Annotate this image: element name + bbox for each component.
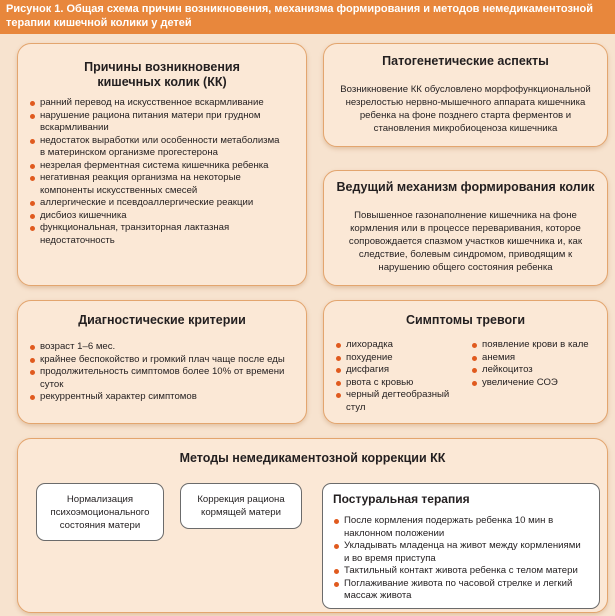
bullet-icon: [336, 393, 341, 398]
list-item-line: дисбиоз кишечника: [40, 209, 127, 221]
text-line: Коррекция рациона: [197, 494, 285, 505]
text-line: Возникновение КК обусловлено морфофункциональной: [340, 84, 591, 95]
text-line: нарушению общего состояния ребенка: [378, 262, 553, 273]
list-item: [331, 565, 593, 578]
list-item-line: появление крови в кале: [482, 339, 589, 350]
text-line: Повышенное газонаполнение кишечника на фоне: [354, 210, 577, 221]
text-line: состояния матери: [59, 519, 141, 531]
text-line: психоэмоционального: [50, 506, 150, 518]
list-item-line: дисфагия: [346, 364, 390, 375]
causes-title-line-1: Причины возникновения: [84, 60, 240, 74]
causes-title-line-2: кишечных колик (КК): [97, 75, 227, 89]
list-item: [469, 352, 601, 365]
list-item-line: незрелая ферментная система кишечника ребенка: [40, 159, 269, 171]
list-item: [333, 339, 469, 352]
text-line: незрелостью нервно-мышечного аппарата кишечника: [345, 97, 586, 108]
list-item: [27, 210, 298, 223]
text-line: кормящей матери: [201, 507, 281, 518]
bullet-icon: [30, 345, 35, 350]
mechanism-title: Ведущий механизм формирования колик: [336, 180, 595, 194]
list-item-line: рвота с кровью: [346, 376, 414, 388]
list-item: [469, 364, 601, 377]
diet-text: [197, 493, 284, 519]
list-item-line: массаж живота: [344, 590, 412, 601]
list-item: [27, 135, 298, 160]
list-item: [27, 172, 298, 197]
list-item: [333, 389, 469, 414]
diagnostic-title: Диагностические критерии: [78, 313, 246, 327]
mechanism-text: [324, 209, 607, 274]
text-line: становления микробиоценоза кишечника: [373, 123, 558, 134]
list-item-line: похудение: [346, 351, 393, 363]
causes-list: [27, 97, 298, 247]
list-item-line: недостаток выработки или особенности метаболизма: [40, 134, 280, 146]
diet-box: [180, 483, 302, 529]
list-item: [333, 377, 469, 390]
list-item-line: возраст 1–6 мес.: [40, 341, 116, 352]
diagnostic-list: [27, 341, 298, 404]
bullet-icon: [336, 368, 341, 373]
bullet-icon: [336, 356, 341, 361]
list-item-line: наклонном положении: [344, 527, 445, 539]
list-item: [27, 110, 298, 135]
list-item-line: лейкоцитоз: [482, 364, 533, 375]
list-item: [333, 364, 469, 377]
list-item-line: и во время приступа: [344, 552, 436, 564]
causes-panel: [17, 43, 307, 286]
bullet-icon: [334, 582, 339, 587]
list-item: [27, 222, 298, 247]
list-item: [469, 377, 601, 390]
bullet-icon: [472, 381, 477, 386]
list-item: [27, 160, 298, 173]
postural-title: Постуральная терапия: [333, 492, 470, 506]
list-item: [333, 352, 469, 365]
methods-panel: [17, 438, 608, 613]
list-item-line: недостаточность: [40, 234, 115, 246]
alarm-title: Симптомы тревоги: [405, 313, 526, 327]
list-item-line: анемия: [482, 351, 516, 363]
bullet-icon: [30, 114, 35, 119]
list-item: [469, 339, 601, 352]
list-item-line: После кормления подержать ребенка 10 мин в: [344, 515, 554, 526]
text-line: следствие, болевым синдромом, приводящим к: [358, 249, 573, 260]
pathogenesis-title: Патогенетические аспекты: [382, 54, 549, 68]
postural-list: [331, 515, 593, 603]
list-item-line: крайнее беспокойство и громкий плач чаще после еды: [40, 353, 285, 365]
list-item-line: негативная реакция организма на некоторые: [40, 172, 241, 183]
list-item-line: Тактильный контакт живота ребенка с телом матери: [344, 565, 578, 576]
list-item-line: ранний перевод на искусственное вскармливание: [40, 97, 264, 108]
list-item-line: аллергические и псевдоаллергические реакции: [40, 197, 254, 208]
list-item-line: нарушение рациона питания матери при грудном: [40, 109, 261, 121]
bullet-icon: [30, 101, 35, 106]
postural-box: [322, 483, 600, 609]
bullet-icon: [30, 201, 35, 206]
list-item-line: компоненты искусственных смесей: [40, 184, 198, 196]
list-item-line: увеличение СОЭ: [482, 376, 558, 388]
list-item: [27, 197, 298, 210]
list-item-line: рекуррентный характер симптомов: [40, 391, 197, 402]
bullet-icon: [334, 544, 339, 549]
bullet-icon: [30, 395, 35, 400]
list-item-line: Поглаживание живота по часовой стрелке и легкий: [344, 577, 573, 589]
bullet-icon: [472, 368, 477, 373]
bullet-icon: [334, 569, 339, 574]
list-item-line: лихорадка: [346, 339, 393, 350]
bullet-icon: [30, 214, 35, 219]
diagnostic-panel: [17, 300, 307, 424]
list-item: [331, 540, 593, 565]
figure-title-line-2: терапии кишечной колики у детей: [6, 17, 192, 29]
normalization-text: [51, 493, 150, 532]
bullet-icon: [30, 139, 35, 144]
figure-header: [0, 0, 615, 34]
alarm-list-right: [469, 339, 601, 414]
bullet-icon: [30, 226, 35, 231]
list-item: [27, 341, 298, 354]
bullet-icon: [30, 164, 35, 169]
normalization-box: [36, 483, 164, 541]
bullet-icon: [30, 176, 35, 181]
list-item: [331, 515, 593, 540]
bullet-icon: [30, 358, 35, 363]
list-item: [27, 391, 298, 404]
causes-title: [18, 60, 306, 90]
list-item-line: Укладывать младенца на живот между кормлениями: [344, 540, 581, 551]
list-item: [331, 578, 593, 603]
alarm-panel: [323, 300, 608, 424]
list-item-line: вскармливании: [40, 122, 109, 133]
list-item: [27, 354, 298, 367]
bullet-icon: [336, 381, 341, 386]
list-item: [27, 97, 298, 110]
pathogenesis-text: [324, 83, 607, 135]
bullet-icon: [334, 519, 339, 524]
list-item: [27, 366, 298, 391]
bullet-icon: [30, 370, 35, 375]
list-item-line: продолжительность симптомов более 10% от времени: [40, 366, 285, 377]
mechanism-panel: [323, 170, 608, 286]
bullet-icon: [472, 343, 477, 348]
bullet-icon: [336, 343, 341, 348]
alarm-list-left: [333, 339, 469, 414]
pathogenesis-panel: [323, 43, 608, 147]
list-item-line: функциональная, транзиторная лактазная: [40, 222, 230, 233]
figure-title-line-1: Рисунок 1. Общая схема причин возникновения, механизма формирования и методов немедикаментозной: [6, 3, 594, 15]
list-item-line: в материнском организме прогестерона: [40, 147, 218, 158]
list-item-line: суток: [40, 378, 64, 390]
list-item-line: черный дегтеобразный стул: [346, 389, 450, 413]
text-line: ребенка на фоне позднего старта ферментов и: [359, 110, 572, 121]
text-line: кормления или в процессе переваривания, которое: [350, 223, 581, 234]
text-line: Нормализация: [66, 493, 134, 505]
methods-title: Методы немедикаментозной коррекции КК: [179, 451, 446, 465]
bullet-icon: [472, 356, 477, 361]
text-line: сопровождается спазмом участков кишечника и, как: [348, 236, 583, 247]
